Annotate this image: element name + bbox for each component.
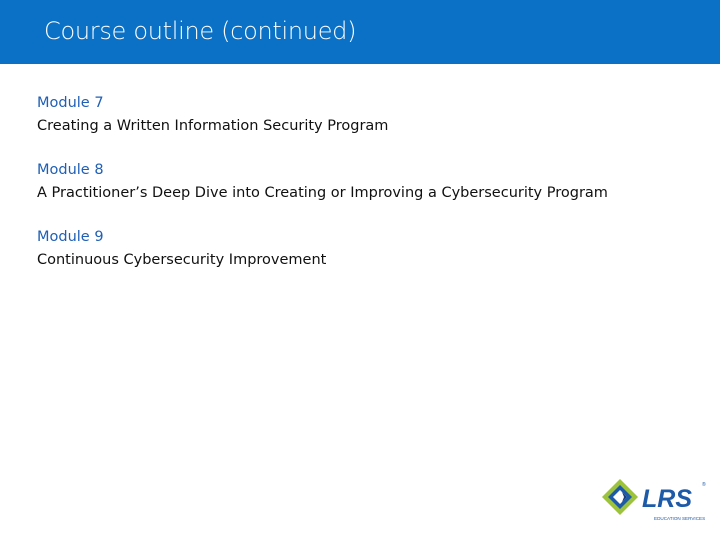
lrs-logo	[600, 474, 712, 524]
module-number: Module 7	[37, 95, 104, 111]
module-item	[37, 226, 687, 272]
module-title: Creating a Written Information Security Program	[37, 118, 389, 134]
module-item	[37, 92, 687, 138]
module-title: A Practitioner’s Deep Dive into Creating or Improving a Cybersecurity Program	[37, 185, 608, 201]
slide-title: Course outline (continued)	[44, 17, 357, 45]
module-number: Module 9	[37, 229, 104, 245]
logo-wordmark: LRS	[642, 485, 692, 513]
module-item	[37, 159, 687, 205]
logo-tagline: EDUCATION SERVICES	[654, 516, 706, 521]
module-number: Module 8	[37, 162, 104, 178]
module-title: Continuous Cybersecurity Improvement	[37, 252, 327, 268]
registered-mark: ®	[702, 482, 706, 488]
module-list	[37, 92, 687, 293]
